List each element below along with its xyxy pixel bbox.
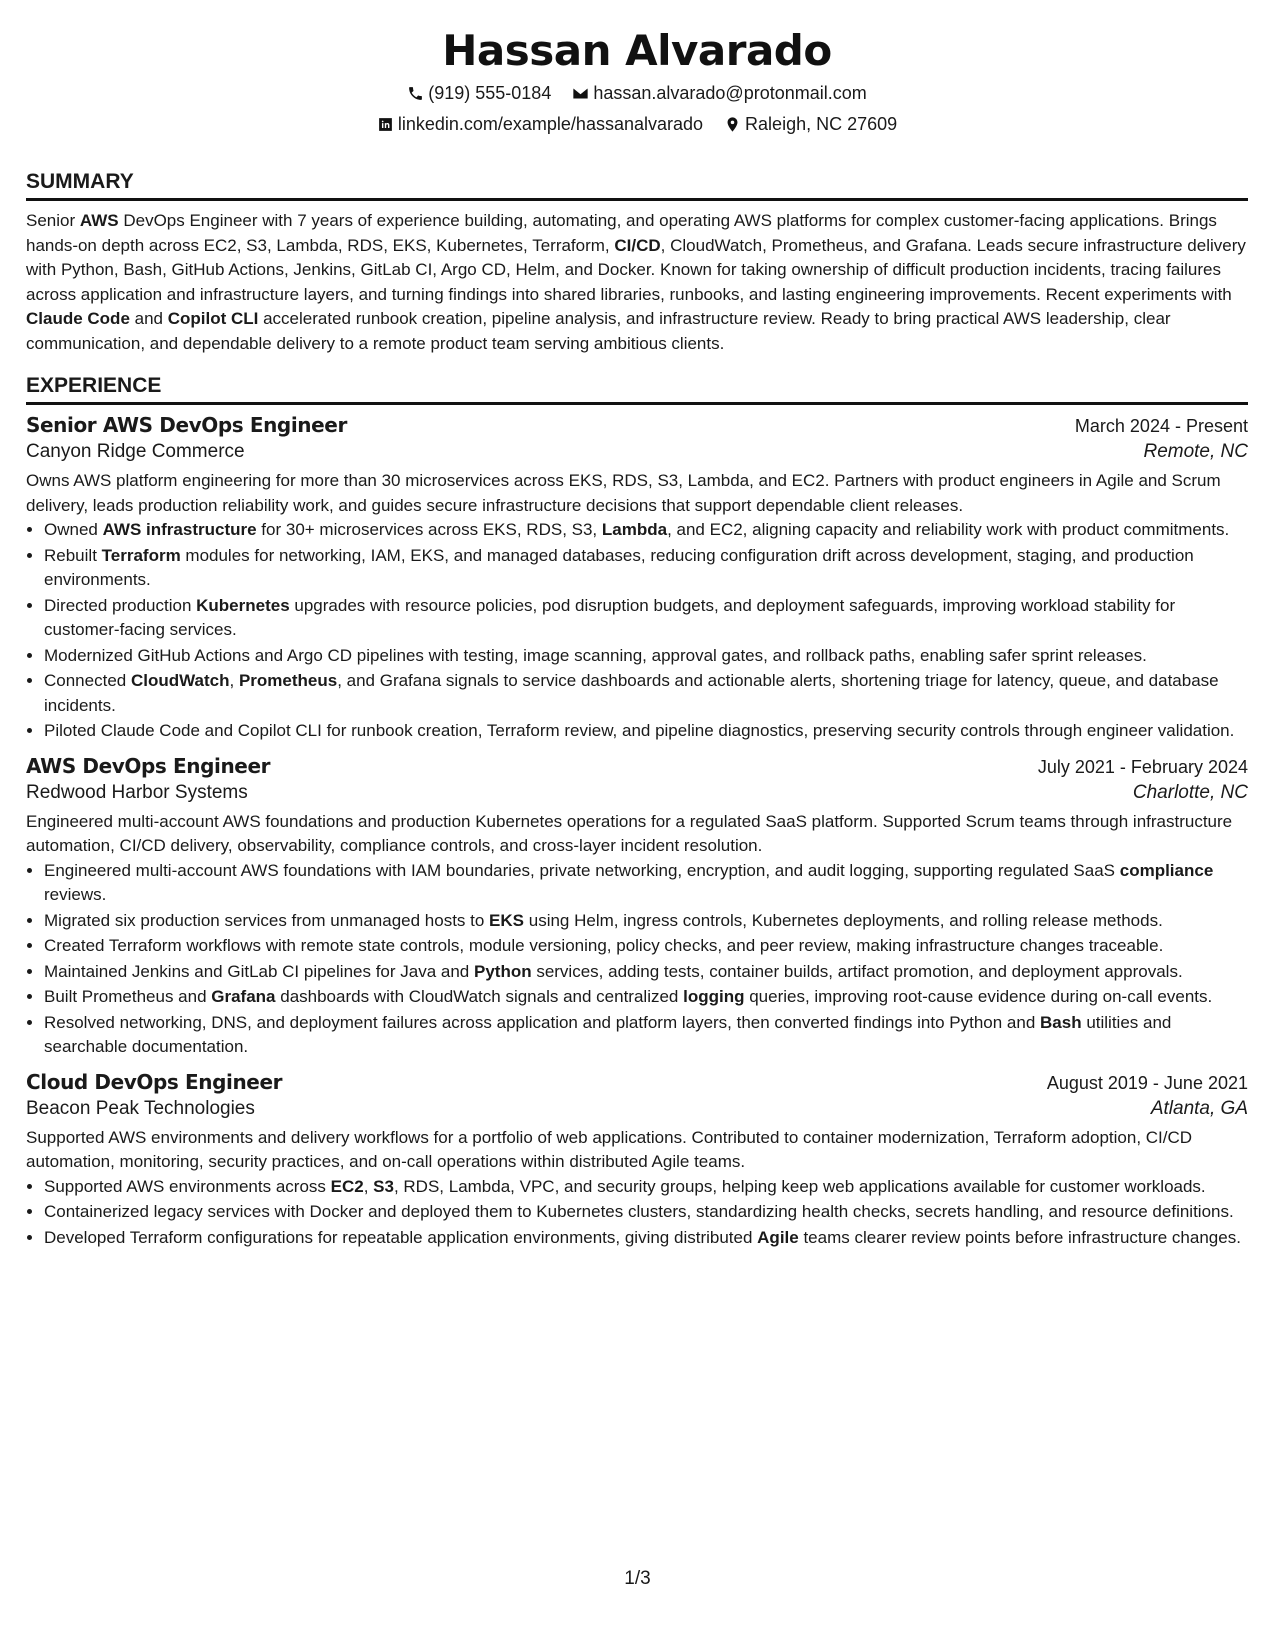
job-title: Cloud DevOps Engineer [26, 1069, 283, 1094]
phone-contact [407, 78, 551, 109]
job-bullets [26, 518, 1248, 744]
bullet-item: • Modernized GitHub Actions and Argo CD pipelines with testing, image scanning, approval gates, and rollback paths, enabling safer sprint releases. [44, 644, 1248, 669]
bold-keyword: CloudWatch [130, 671, 230, 690]
location-text: Raleigh, NC 27609 [745, 114, 898, 134]
bold-keyword: logging [683, 987, 745, 1006]
job-location: Atlanta, GA [1150, 1097, 1248, 1119]
envelope-icon [572, 85, 589, 102]
contact-line-1 [26, 78, 1248, 109]
bold-keyword: Prometheus [238, 671, 338, 690]
bullet-item: • Engineered multi-account AWS foundations with IAM boundaries, private networking, encryption, and audit logging, supporting regulated SaaS compliance reviews. [44, 859, 1248, 908]
company-name: Canyon Ridge Commerce [26, 441, 245, 462]
bold-keyword: CI/CD [614, 235, 661, 255]
job-location: Remote, NC [1143, 441, 1248, 462]
bold-keyword: Claude Code [26, 309, 130, 328]
bold-keyword: Copilot CLI [167, 309, 259, 328]
bullet-item: • Supported AWS environments across EC2, S3, RDS, Lambda, VPC, and security groups, helping keep web applications available for customer workloads. [44, 1175, 1248, 1200]
bold-keyword: AWS infrastructure [102, 520, 257, 539]
company-name: Beacon Peak Technologies [26, 1097, 255, 1119]
bullet-item: • Maintained Jenkins and GitLab CI pipelines for Java and Python services, adding tests, container builds, artifact promotion, and deployment approvals. [44, 960, 1248, 985]
job-subheader [26, 441, 1248, 463]
job-title: Senior AWS DevOps Engineer [26, 413, 347, 437]
bold-keyword: Terraform [101, 545, 181, 565]
bold-keyword: EC2 [330, 1176, 364, 1196]
job-header [26, 754, 1248, 778]
bullet-item: • Containerized legacy services with Docker and deployed them to Kubernetes clusters, standardizing health checks, secrets handling, and resource definitions. [44, 1200, 1248, 1225]
bold-keyword: Lambda [601, 520, 668, 539]
job-header [26, 413, 1248, 437]
job-bullets [26, 859, 1248, 1060]
bold-keyword: Kubernetes [196, 595, 290, 615]
candidate-name: Hassan Alvarado [442, 26, 832, 75]
job-subheader [26, 782, 1248, 804]
bold-keyword: Grafana [211, 987, 276, 1006]
job-bullets [26, 1175, 1248, 1251]
job-description: Supported AWS environments and delivery workflows for a portfolio of web applications. Contributed to container modernization, Terraform adoption, CI/CD automation, monitoring, security practices, and on-call operations within distributed Agile teams. [26, 1127, 1193, 1171]
bullet-item: • Directed production Kubernetes upgrades with resource policies, pod disruption budgets, and deployment safeguards, improving workload stability for customer-facing services. [44, 594, 1248, 643]
contact-line-2 [26, 109, 1248, 140]
job-dates: July 2021 - February 2024 [1037, 756, 1248, 777]
bold-keyword: S3 [373, 1176, 394, 1196]
bullet-item: • Owned AWS infrastructure for 30+ microservices across EKS, RDS, S3, Lambda, and EC2, aligning capacity and reliability work with product commitments. [44, 518, 1248, 543]
job-location: Charlotte, NC [1132, 781, 1248, 803]
experience-divider [26, 402, 1248, 405]
job-entry [26, 1070, 1248, 1251]
bold-keyword: compliance [1119, 860, 1214, 880]
bullet-item: • Piloted Claude Code and Copilot CLI for runbook creation, Terraform review, and pipeline diagnostics, preserving security controls through engineer validation. [44, 719, 1248, 744]
email-address[interactable]: hassan.alvarado@protonmail.com [593, 83, 867, 103]
summary-divider [26, 198, 1248, 201]
experience-heading: EXPERIENCE [26, 374, 162, 397]
bullet-item: • Resolved networking, DNS, and deployment failures across application and platform layers, then converted findings into Python and Bash utilities and searchable documentation. [44, 1011, 1248, 1060]
job-header [26, 1070, 1248, 1094]
resume-page [26, 0, 1248, 1260]
linkedin-contact[interactable] [377, 109, 703, 140]
bullet-item: • Built Prometheus and Grafana dashboards with CloudWatch signals and centralized logging queries, improving root-cause evidence during on-call events. [44, 985, 1248, 1010]
job-description: Owns AWS platform engineering for more than 30 microservices across EKS, RDS, S3, Lambda, and EC2. Partners with product engineers in Agile and Scrum delivery, leads production reliability work, and guides secure infrastructure decisions that support dependable client releases. [26, 471, 1221, 515]
bullet-item: • Migrated six production services from unmanaged hosts to EKS using Helm, ingress controls, Kubernetes deployments, and rolling release methods. [44, 909, 1248, 934]
bullet-item: • Rebuilt Terraform modules for networking, IAM, EKS, and managed databases, reducing configuration drift across development, staging, and production environments. [44, 544, 1248, 593]
bold-keyword: AWS [79, 211, 119, 230]
bullet-item: • Connected CloudWatch, Prometheus, and Grafana signals to service dashboards and actionable alerts, shortening triage for latency, queue, and database incidents. [44, 669, 1248, 718]
job-entry [26, 754, 1248, 1060]
job-entry [26, 413, 1248, 744]
bold-keyword: EKS [489, 910, 525, 930]
map-pin-icon [724, 116, 741, 133]
phone-icon [407, 85, 424, 102]
linkedin-url[interactable]: linkedin.com/example/hassanalvarado [397, 114, 704, 134]
linkedin-icon [377, 116, 394, 133]
company-name: Redwood Harbor Systems [26, 781, 248, 803]
job-subheader [26, 1098, 1248, 1120]
bold-keyword: Agile [757, 1227, 799, 1247]
phone-number: (919) 555-0184 [428, 83, 552, 103]
bold-keyword: Bash [1040, 1012, 1082, 1032]
location-contact [724, 109, 897, 140]
summary-text: Senior AWS DevOps Engineer with 7 years of experience building, automating, and operating AWS platforms for complex customer-facing applications. Brings hands-on depth across EC2, S3, Lambda, RDS, EKS, Kubernetes, Terraform, CI/CD, CloudWatch, Prometheus, and Grafana. Leads secure infrastructure delivery with Python, Bash, GitHub Actions, Jenkins, GitLab CI, Argo CD, Helm, and Docker. Known for taking ownership of difficult production incidents, tracing failures across application and infrastructure layers, and turning findings into shared libraries, runbooks, and lasting engineering improvements. Recent experiments with Claude Code and Copilot CLI accelerated runbook creation, pipeline analysis, and infrastructure review. Ready to bring practical AWS leadership, clear communication, and dependable delivery to a remote product team serving ambitious clients. [26, 211, 1246, 353]
bullet-item: • Created Terraform workflows with remote state controls, module versioning, policy checks, and peer review, making infrastructure changes traceable. [44, 934, 1248, 959]
job-description: Engineered multi-account AWS foundations and production Kubernetes operations for a regulated SaaS platform. Supported Scrum teams through infrastructure automation, CI/CD delivery, observability, compliance controls, and cross-layer incident resolution. [26, 811, 1233, 855]
job-title: AWS DevOps Engineer [26, 753, 271, 778]
bullet-item: • Developed Terraform configurations for repeatable application environments, giving distributed Agile teams clearer review points before infrastructure changes. [44, 1226, 1248, 1251]
summary-heading: SUMMARY [26, 170, 134, 193]
email-contact[interactable] [572, 78, 866, 109]
experience-list [26, 413, 1248, 1250]
page-number: 1/3 [624, 1568, 651, 1589]
job-dates: August 2019 - June 2021 [1046, 1072, 1248, 1093]
bold-keyword: Python [473, 961, 532, 981]
job-dates: March 2024 - Present [1074, 416, 1248, 436]
